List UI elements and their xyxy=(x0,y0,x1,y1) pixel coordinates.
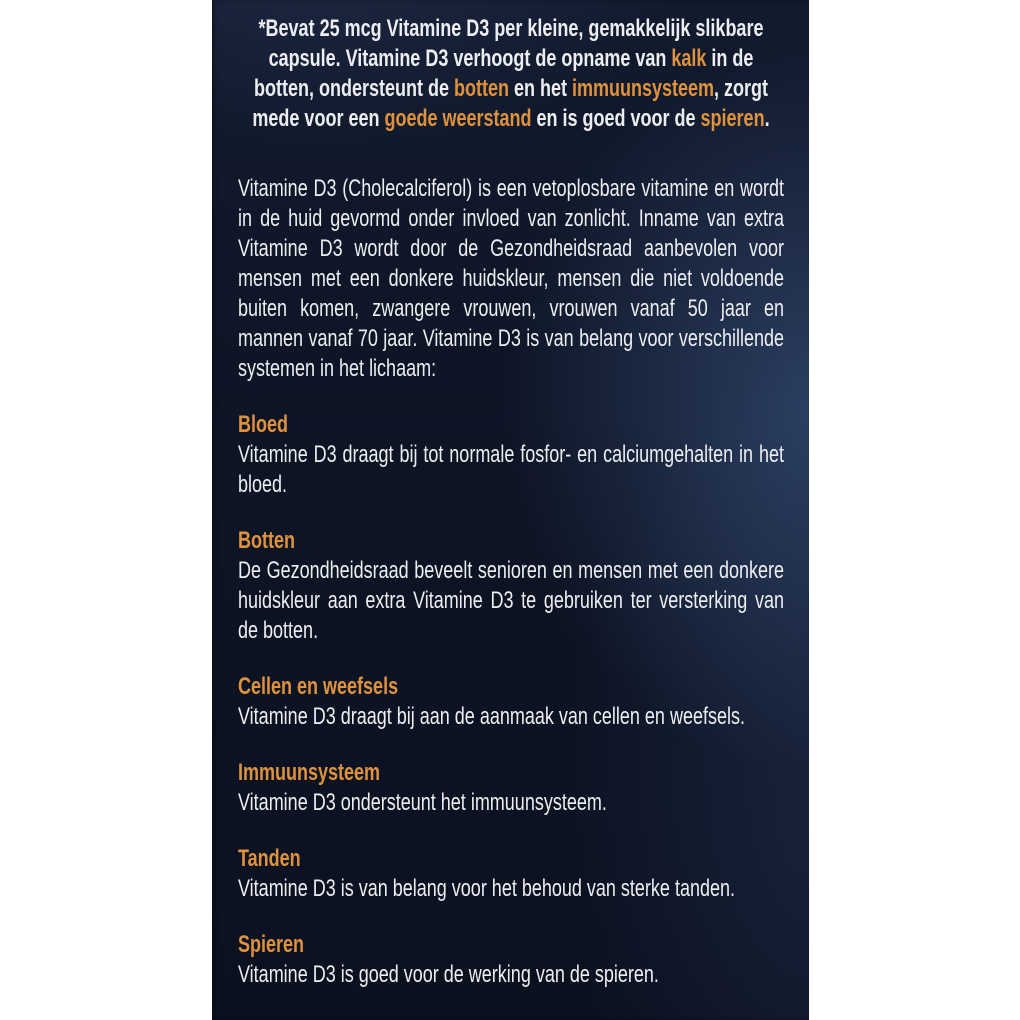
info-panel xyxy=(212,0,809,1020)
intro-text: . xyxy=(764,105,770,132)
section-body: Vitamine D3 draagt bij aan de aanmaak van cellen en weefsels. xyxy=(238,703,745,730)
section-body: Vitamine D3 is goed voor de werking van de spieren. xyxy=(238,961,659,988)
sections xyxy=(238,410,784,990)
intro-highlight: kalk xyxy=(671,45,707,72)
section-title: Bloed xyxy=(238,411,289,438)
section-body: Vitamine D3 ondersteunt het immuunsysteem. xyxy=(238,789,607,816)
section-title: Spieren xyxy=(238,931,305,958)
section-title: Botten xyxy=(238,527,295,554)
benefit-section xyxy=(238,526,784,646)
intro-paragraph xyxy=(238,0,784,134)
intro-highlight: immuunsysteem xyxy=(571,75,715,102)
intro-text: in de botten, ondersteunt de xyxy=(253,45,754,102)
intro-text: en is goed voor de xyxy=(531,105,701,132)
intro-text: , zorgt mede voor een xyxy=(252,75,769,132)
section-title: Immuunsysteem xyxy=(238,759,381,786)
benefit-section xyxy=(238,844,784,904)
panel-content xyxy=(238,0,784,990)
intro-text: *Bevat 25 mcg Vitamine D3 per kleine, gemakkelijk slikbare capsule. Vitamine D3 verhoogt de opname van xyxy=(258,15,764,72)
intro-highlight: botten xyxy=(453,75,509,102)
section-body: Vitamine D3 draagt bij tot normale fosfor- en calciumgehalten in het bloed. xyxy=(238,441,784,498)
section-body: De Gezondheidsraad beveelt senioren en mensen met een donkere huidskleur aan extra Vitamine D3 te gebruiken ter versterking van de botten. xyxy=(238,557,784,644)
intro-highlight: goede weerstand xyxy=(384,105,532,132)
benefit-section xyxy=(238,930,784,990)
intro-highlight: spieren xyxy=(700,105,765,132)
section-body: Vitamine D3 is van belang voor het behoud van sterke tanden. xyxy=(238,875,736,902)
section-title: Cellen en weefsels xyxy=(238,673,399,700)
benefit-section xyxy=(238,758,784,818)
section-title: Tanden xyxy=(238,845,301,872)
benefit-section xyxy=(238,410,784,500)
intro-text: en het xyxy=(508,75,572,102)
benefit-section xyxy=(238,672,784,732)
description-paragraph: Vitamine D3 (Cholecalciferol) is een vetoplosbare vitamine en wordt in de huid gevormd onder invloed van zonlicht. Inname van extra Vitamine D3 wordt door de Gezondheidsraad aanbevolen voor mensen met een donkere huidskleur, mensen die niet voldoende buiten komen, zwangere vrouwen, vrouwen vanaf 50 jaar en mannen vanaf 70 jaar. Vitamine D3 is van belang voor verschillende systemen in het lichaam: xyxy=(238,175,784,382)
